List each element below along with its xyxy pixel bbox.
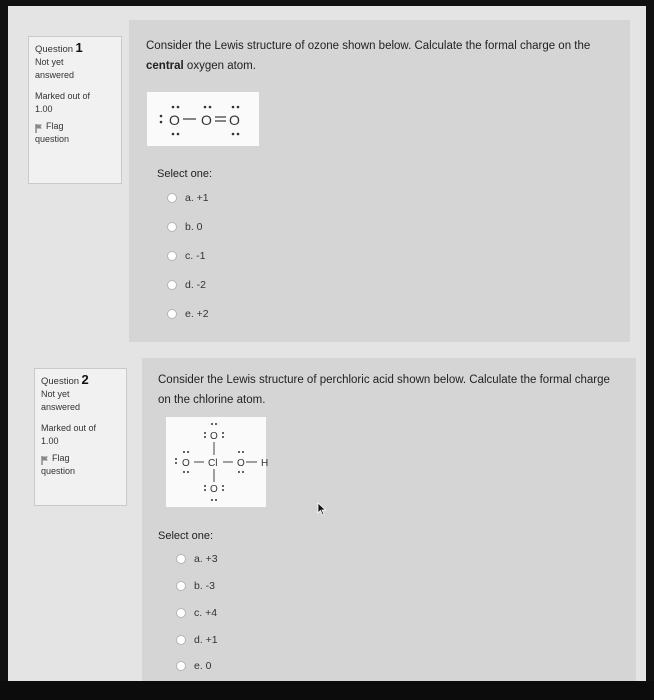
atom-O: O xyxy=(229,112,240,128)
ozone-lewis-structure xyxy=(147,92,259,146)
radio-button[interactable] xyxy=(167,309,177,319)
answer-option-e[interactable] xyxy=(176,660,212,672)
flag-question-label[interactable]: Flag question xyxy=(41,453,76,476)
answer-option-b[interactable] xyxy=(167,221,203,233)
option-label[interactable]: b. -3 xyxy=(194,580,216,592)
option-label[interactable]: e. 0 xyxy=(194,660,212,672)
select-one-label: Select one: xyxy=(158,530,214,542)
option-label[interactable]: b. 0 xyxy=(185,221,203,233)
question-marks: Marked out of 1.00 xyxy=(35,91,91,114)
question-text-part: oxygen atom. xyxy=(186,60,256,72)
radio-button[interactable] xyxy=(167,222,177,232)
option-label[interactable]: a. +3 xyxy=(194,553,218,565)
question-text-part: Consider the Lewis structure of ozone shown below. Calculate the formal charge on the xyxy=(146,40,591,52)
question-state: Not yet answered xyxy=(41,389,81,412)
question-label: Question xyxy=(35,44,74,55)
atom-O: O xyxy=(210,431,218,442)
radio-button[interactable] xyxy=(176,608,186,618)
option-label[interactable]: c. +4 xyxy=(194,607,218,619)
bonds xyxy=(194,442,257,482)
question-number: 2 xyxy=(81,372,89,387)
answer-option-e[interactable] xyxy=(167,308,209,320)
quiz-page xyxy=(8,6,646,681)
answer-option-d[interactable] xyxy=(176,634,218,646)
atom-O: O xyxy=(169,112,180,128)
question-1-text xyxy=(146,36,601,76)
atom-O: O xyxy=(201,112,212,128)
bottom-bar xyxy=(0,681,654,700)
question-marks: Marked out of 1.00 xyxy=(41,423,97,446)
radio-button[interactable] xyxy=(167,193,177,203)
option-label[interactable]: d. +1 xyxy=(194,634,218,646)
answer-option-c[interactable] xyxy=(176,607,217,619)
question-2-info xyxy=(34,368,127,506)
ozone-structure-image xyxy=(147,92,259,146)
question-1-info xyxy=(28,36,122,184)
atom-O: O xyxy=(210,484,218,495)
question-state: Not yet answered xyxy=(35,57,75,80)
radio-button[interactable] xyxy=(167,251,177,261)
atom-Cl: Cl xyxy=(208,458,218,469)
atom-O: O xyxy=(182,458,190,469)
atom-H: H xyxy=(261,458,269,469)
radio-button[interactable] xyxy=(176,661,186,671)
flag-question-label[interactable]: Flag question xyxy=(35,121,70,144)
option-label[interactable]: d. -2 xyxy=(185,279,207,291)
radio-button[interactable] xyxy=(167,280,177,290)
flag-icon xyxy=(35,124,43,133)
option-label[interactable]: a. +1 xyxy=(185,192,209,204)
mouse-cursor-icon xyxy=(317,502,327,516)
radio-button[interactable] xyxy=(176,581,186,591)
option-label[interactable]: c. -1 xyxy=(185,250,206,262)
option-label[interactable]: e. +2 xyxy=(185,308,209,320)
question-label: Question xyxy=(41,376,80,387)
question-number: 1 xyxy=(75,40,83,55)
question-1-panel xyxy=(129,20,630,342)
question-2-text: Consider the Lewis structure of perchloric acid shown below. Calculate the formal charge on the chlorine atom. xyxy=(158,374,610,406)
answer-option-b[interactable] xyxy=(176,580,215,592)
flag-icon xyxy=(41,456,49,465)
radio-button[interactable] xyxy=(176,635,186,645)
question-text-emphasis: central xyxy=(146,60,184,72)
perchloric-lewis-structure xyxy=(166,417,269,507)
answer-option-a[interactable] xyxy=(167,192,209,204)
answer-option-a[interactable] xyxy=(176,553,218,565)
atom-O: O xyxy=(237,458,245,469)
answer-option-c[interactable] xyxy=(167,250,205,262)
select-one-label: Select one: xyxy=(157,168,213,180)
perchloric-structure-image xyxy=(166,417,269,507)
answer-option-d[interactable] xyxy=(167,279,206,291)
question-2-panel xyxy=(142,358,636,681)
radio-button[interactable] xyxy=(176,554,186,564)
